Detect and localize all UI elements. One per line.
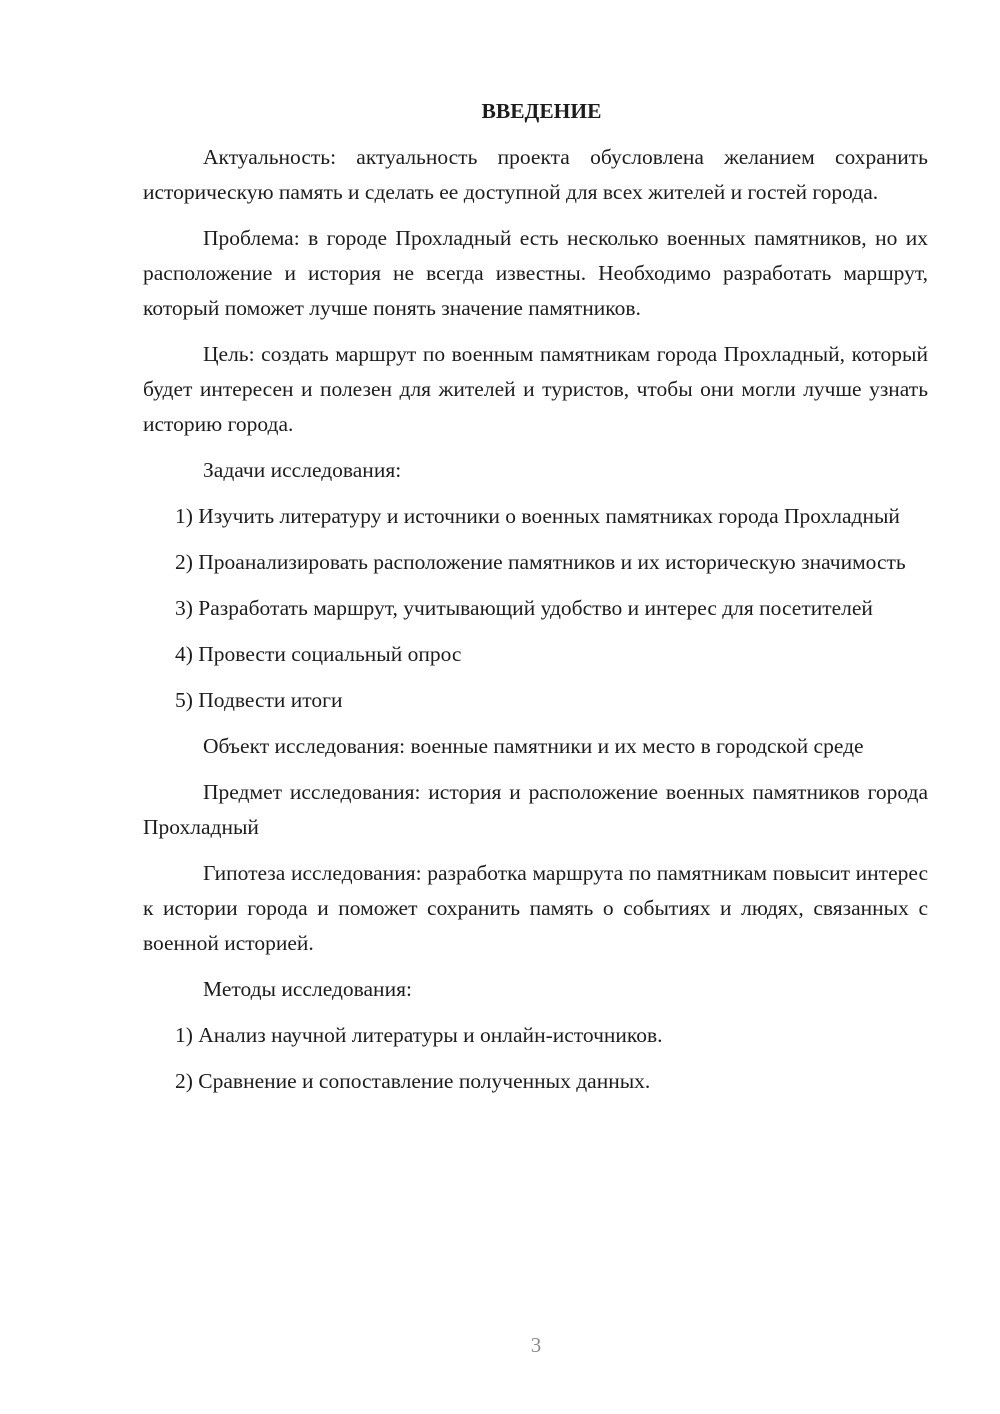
object-paragraph: Объект исследования: военные памятники и их место в городской среде: [203, 734, 864, 758]
hypothesis-paragraph: Гипотеза исследования: разработка маршрута по памятникам повысит интерес к истории города и поможет сохранить память о событиях и людях, связанных с военной историей.: [143, 861, 928, 955]
task-item: 1) Изучить литературу и источники о военных памятниках города Прохладный: [175, 504, 900, 528]
task-item: 5) Подвести итоги: [175, 688, 343, 712]
page-number: 3: [530, 1333, 542, 1357]
document-body: [143, 95, 928, 1110]
goal-paragraph: Цель: создать маршрут по военным памятникам города Прохладный, который будет интересен и полезен для жителей и туристов, чтобы они могли лучше узнать историю города.: [143, 342, 928, 436]
task-item: 2) Проанализировать расположение памятников и их историческую значимость: [175, 550, 906, 574]
tasks-heading: Задачи исследования:: [203, 458, 402, 482]
method-item: 2) Сравнение и сопоставление полученных данных.: [175, 1069, 651, 1093]
relevance-paragraph: Актуальность: актуальность проекта обусловлена желанием сохранить историческую память и сделать ее доступной для всех жителей и гостей города.: [143, 145, 928, 204]
problem-paragraph: Проблема: в городе Прохладный есть несколько военных памятников, но их расположение и история не всегда известны. Необходимо разработать маршрут, который поможет лучше понять значение памятников.: [143, 226, 928, 320]
method-item: 1) Анализ научной литературы и онлайн-источников.: [175, 1023, 663, 1047]
task-item: 4) Провести социальный опрос: [175, 642, 462, 666]
subject-paragraph: Предмет исследования: история и расположение военных памятников города Прохладный: [143, 780, 928, 839]
task-item: 3) Разработать маршрут, учитывающий удобство и интерес для посетителей: [175, 596, 873, 620]
page-title: ВВЕДЕНИЕ: [481, 99, 602, 123]
methods-heading: Методы исследования:: [203, 977, 412, 1001]
